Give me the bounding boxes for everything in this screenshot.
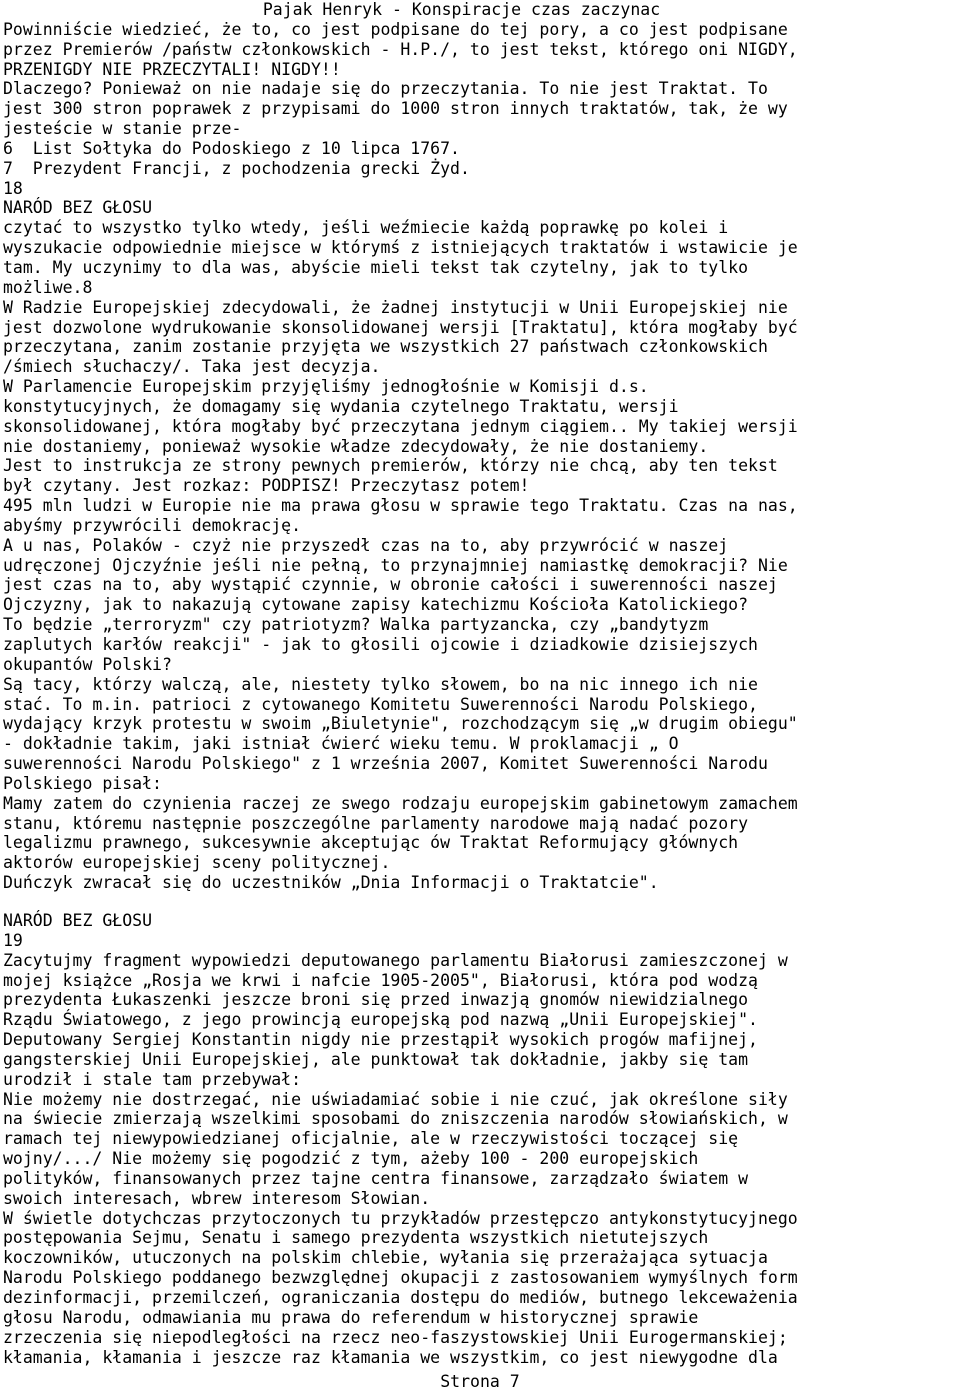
text-line: na świecie zmierzają wszelkimi sposobami do zniszczenia narodów słowiańskich, w: [3, 1109, 788, 1129]
page-number: Strona 7: [440, 1372, 520, 1391]
text-line: W Radzie Europejskiej zdecydowali, że żadnej instytucji w Unii Europejskiej nie: [3, 297, 788, 317]
text-line: mojej książce „Rosja we krwi i nafcie 1905-2005", Białorusi, która pod wodzą: [3, 970, 758, 990]
text-line: W świetle dotychczas przytoczonych tu przykładów przestępczo antykonstytucyjnego: [3, 1208, 798, 1228]
text-line: dezinformacji, przemilczeń, ograniczania dostępu do mediów, butnego lekceważenia: [3, 1288, 798, 1307]
text-line: przeczytana, zanim zostanie przyjęta we wszystkich 27 państwach członkowskich: [3, 337, 768, 357]
text-line: /śmiech słuchaczy/. Taka jest decyzja.: [3, 357, 381, 377]
text-line: czytać to wszystko tylko wtedy, jeśli weźmiecie każdą poprawkę po kolei i: [3, 218, 729, 238]
text-line: był czytany. Jest rozkaz: PODPISZ! Przeczytasz potem!: [3, 476, 530, 496]
text-line: głosu Narodu, odmawiania mu prawa do referendum w historycznej sprawie: [3, 1307, 699, 1327]
text-line: W Parlamencie Europejskim przyjęliśmy jednogłośnie w Komisji d.s.: [3, 377, 649, 397]
text-line: legalizmu prawnego, sukcesywnie akceptując ów Traktat Reformujący głównych: [3, 833, 739, 853]
text-line: Deputowany Sergiej Konstantin nigdy nie przestąpił wysokich progów mafijnej,: [3, 1030, 758, 1050]
text-line: abyśmy przywrócili demokrację.: [3, 515, 302, 535]
text-line: prezydenta Łukaszenki jeszcze broni się przed inwazją gnomów niewidzialnego: [3, 990, 749, 1010]
text-line: NARÓD BEZ GŁOSU: [3, 910, 153, 930]
text-line: PRZENIGDY NIE PRZECZYTALI! NIGDY!!: [3, 59, 341, 79]
text-line: Zacytujmy fragment wypowiedzi deputowanego parlamentu Białorusi zamieszczonej w: [3, 950, 788, 970]
text-block-first: [3, 20, 960, 893]
text-line: możliwe.8: [3, 277, 93, 297]
text-line: jest dozwolone wydrukowanie skonsolidowanej wersji [Traktatu], która mogłaby być: [3, 317, 798, 337]
text-line: wyszukacie odpowiednie miejsce w którymś z istniejących traktatów i wstawicie je: [3, 238, 798, 258]
text-line: Są tacy, którzy walczą, ale, niestety tylko słowem, bo na nic innego ich nie: [3, 674, 758, 694]
text-line: NARÓD BEZ GŁOSU: [3, 198, 153, 218]
text-line: - dokładnie takim, jaki istniał ćwierć wieku temu. W proklamacji „ O: [3, 734, 679, 754]
text-line: 19: [3, 930, 23, 950]
paragraph-gap: [3, 893, 960, 911]
text-line: nie dostaniemy, ponieważ wysokie władze zdecydowały, że nie dostaniemy.: [3, 436, 709, 456]
text-line: ramach tej niewypowiedzianej oficjalnie, ale w rzeczywistości toczącej się: [3, 1129, 739, 1149]
text-line: Ojczyzny, jak to nakazują cytowane zapisy katechizmu Kościoła Katolickiego?: [3, 595, 749, 615]
text-line: Polskiego pisał:: [3, 773, 162, 793]
text-line: tam. My uczynimy to dla was, abyście mieli tekst tak czytelny, jak to tylko: [3, 257, 749, 277]
text-line: aktorów europejskiej sceny politycznej.: [3, 853, 391, 873]
text-line: konstytucyjnych, że domagamy się wydania czytelnego Traktatu, wersji: [3, 396, 679, 416]
text-line: jest czas na to, aby wystąpić czynnie, w obronie całości i suwerenności naszej: [3, 575, 778, 595]
text-line: 495 mln ludzi w Europie nie ma prawa głosu w sprawie tego Traktatu. Czas na nas,: [3, 496, 798, 516]
page-title: Pajak Henryk - Konspiracje czas zaczynac: [262, 0, 661, 19]
text-line: zaplutych karłów reakcji" - jak to głosili ojcowie i dziadkowie dzisiejszych: [3, 635, 758, 654]
text-line: A u nas, Polaków - czyż nie przyszedł czas na to, aby przywrócić w naszej: [3, 535, 729, 555]
text-line: Jest to instrukcja ze strony pewnych premierów, którzy nie chcą, aby ten tekst: [3, 456, 778, 476]
text-line: Narodu Polskiego poddanego bezwzględnej okupacji z zastosowaniem wymyślnych form: [3, 1268, 798, 1288]
text-line: urodził i stale tam przebywał:: [3, 1069, 302, 1089]
text-line: wojny/.../ Nie możemy się pogodzić z tym, ażeby 100 - 200 europejskich: [3, 1149, 699, 1169]
text-line: skonsolidowanej, która mogłaby być przeczytana jednym ciągiem.. My takiej wersji: [3, 416, 798, 436]
text-line: Rządu Światowego, z jego prowincją europejską pod nazwą „Unii Europejskiej".: [3, 1010, 758, 1030]
text-line: stanu, któremu następnie poszczególne parlamenty narodowe mają nadać pozory: [3, 813, 749, 833]
text-line: To będzie „terroryzm" czy patriotyzm? Walka partyzancka, czy „bandytyzm: [3, 615, 709, 635]
text-line: koczowników, utuczonych na polskim chlebie, wyłania się przerażająca sytuacja: [3, 1248, 768, 1268]
text-line: wydający krzyk protestu w swoim „Biuletynie", rozchodzącym się „w drugim obiegu": [3, 714, 798, 734]
text-line: Dlaczego? Ponieważ on nie nadaje się do przeczytania. To nie jest Traktat. To: [3, 79, 768, 99]
text-line: Nie możemy nie dostrzegać, nie uświadamiać sobie i nie czuć, jak określone siły: [3, 1089, 788, 1109]
text-line: zrzeczenia się niepodległości na rzecz neo-faszystowskiej Unii Eurogermanskiej;: [3, 1327, 788, 1347]
text-line: kłamania, kłamania i jeszcze raz kłamania we wszystkim, co jest niewygodne dla: [3, 1347, 778, 1367]
text-line: okupantów Polski?: [3, 654, 172, 674]
text-line: gangsterskiej Unii Europejskiej, ale punktował tak dokładnie, jakby się tam: [3, 1049, 749, 1069]
text-line: przez Premierów /państw członkowskich - H.P./, to jest tekst, którego oni NIGDY,: [3, 39, 798, 59]
text-line: swoich interesach, wbrew interesom Słowian.: [3, 1188, 431, 1208]
text-line: jest 300 stron poprawek z przypisami do 1000 stron innych traktatów, tak, że wy: [3, 99, 788, 119]
text-line: Mamy zatem do czynienia raczej ze swego rodzaju europejskim gabinetowym zamachem: [3, 793, 798, 813]
text-line: suwerenności Narodu Polskiego" z 1 września 2007, Komitet Suwerenności Narodu: [3, 754, 768, 774]
text-line: udręczonej Ojczyźnie jeśli nie pełną, to przynajmniej namiastkę demokracji? Nie: [3, 555, 788, 575]
text-line: stać. To m.in. patrioci z cytowanego Komitetu Suwerenności Narodu Polskiego,: [3, 694, 758, 714]
text-line: polityków, finansowanych przez tajne centra finansowe, zarządzało światem w: [3, 1168, 749, 1188]
text-block-second: [3, 911, 960, 1367]
text-line: 7 Prezydent Francji, z pochodzenia grecki Żyd.: [3, 158, 470, 178]
text-line: postępowania Sejmu, Senatu i samego prezydenta wszystkich nietutejszych: [3, 1228, 709, 1248]
text-line: Duńczyk zwracał się do uczestników „Dnia Informacji o Traktatcie".: [3, 873, 659, 893]
text-line: Powinniście wiedzieć, że to, co jest podpisane do tej pory, a co jest podpisane: [3, 19, 788, 39]
text-line: 6 List Sołtyka do Podoskiego z 10 lipca 1767.: [3, 138, 460, 158]
text-line: 18: [3, 178, 23, 198]
text-line: jesteście w stanie prze-: [3, 119, 242, 139]
